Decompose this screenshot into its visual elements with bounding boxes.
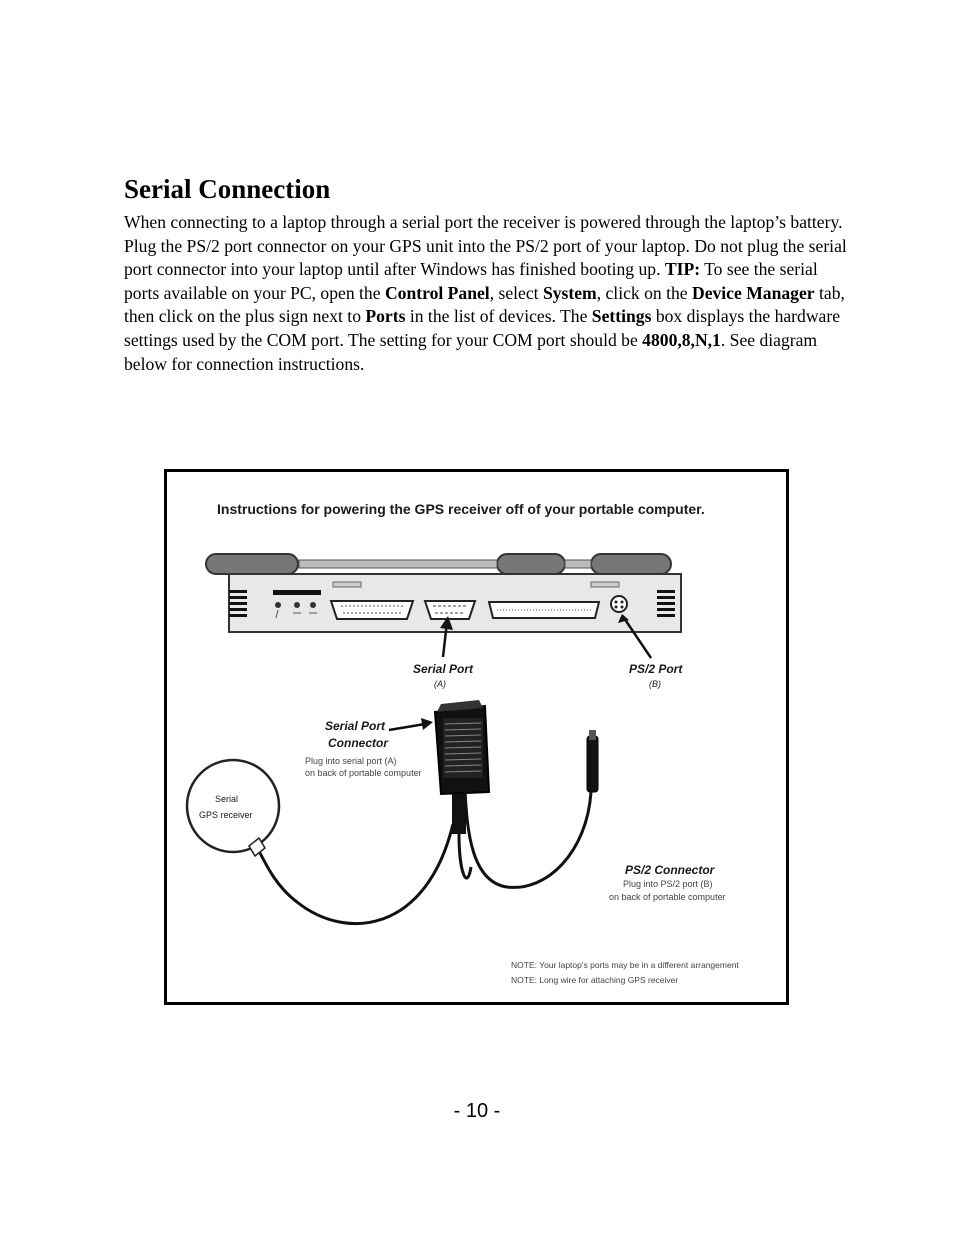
ps2-connector-icon <box>587 730 598 792</box>
text-run: , click on the <box>596 282 692 303</box>
serial-connector-note: Plug into serial port (A) <box>305 756 397 766</box>
connection-diagram <box>164 469 789 1005</box>
text-run: When connecting to a laptop through a serial port the receiver is powered through the laptop’s battery. Plug the PS/2 port connector on your GPS unit into the PS/2 port of your laptop. Do not plug the serial port connector into your laptop until after Windows has finished booting up. <box>124 212 847 280</box>
system-term: System <box>542 282 597 303</box>
serial-connector-label-2: Connector <box>328 736 388 750</box>
section-heading: Serial Connection <box>124 174 331 204</box>
serial-connector-label: Serial Port <box>325 719 386 733</box>
text-run: . See diagram below for connection instructions. <box>124 329 818 374</box>
text-run: tab, then click on the plus sign next to <box>124 282 845 327</box>
text-run: box displays the hardware settings used by the COM port. The setting for your COM port should be <box>124 306 841 350</box>
ports-term: Ports <box>365 306 406 327</box>
device-manager-term: Device Manager <box>691 282 815 303</box>
serial-connector-arrow <box>389 718 433 730</box>
cables <box>257 790 591 924</box>
ps2-port-icon <box>611 596 627 612</box>
diagram-note-2: NOTE: Long wire for attaching GPS receiver <box>511 975 679 985</box>
serial-connector-note-2: on back of portable computer <box>305 768 422 778</box>
diagram-note: NOTE: Your laptop's ports may be in a different arrangement <box>511 960 739 970</box>
ps2-port-sub-label: (B) <box>649 679 661 689</box>
gps-receiver-icon <box>187 760 279 856</box>
ps2-connector-label: PS/2 Connector <box>625 863 715 877</box>
ps2-connector-note-2: on back of portable computer <box>609 892 726 902</box>
ps2-connector-note: Plug into PS/2 port (B) <box>623 879 713 889</box>
serial-port-sub-label: (A) <box>434 679 446 689</box>
serial-port-icon <box>425 601 475 619</box>
com-setting-value: 4800,8,N,1 <box>642 329 721 350</box>
tip-label: TIP: <box>664 259 701 280</box>
text-run: , select <box>489 282 543 303</box>
serial-port-label: Serial Port <box>413 662 474 676</box>
serial-connector-icon <box>435 700 489 834</box>
parallel-port-icon <box>331 601 413 619</box>
text-run: in the list of devices. The <box>405 306 592 327</box>
diagram-title: Instructions for powering the GPS receiver off of your portable computer. <box>217 501 705 517</box>
text-run: To see the serial ports available on your PC, open the <box>124 259 818 303</box>
laptop-back-panel <box>206 554 681 632</box>
diagram-drawing <box>167 472 786 1002</box>
scsi-port-icon <box>489 602 599 618</box>
receiver-label-2: GPS receiver <box>199 810 253 820</box>
settings-term: Settings <box>591 306 652 327</box>
control-panel-term: Control Panel <box>384 282 490 303</box>
ps2-port-label: PS/2 Port <box>629 662 683 676</box>
body-paragraph <box>124 211 854 376</box>
page-number: - 10 - <box>453 1100 501 1122</box>
receiver-label: Serial <box>215 794 239 804</box>
